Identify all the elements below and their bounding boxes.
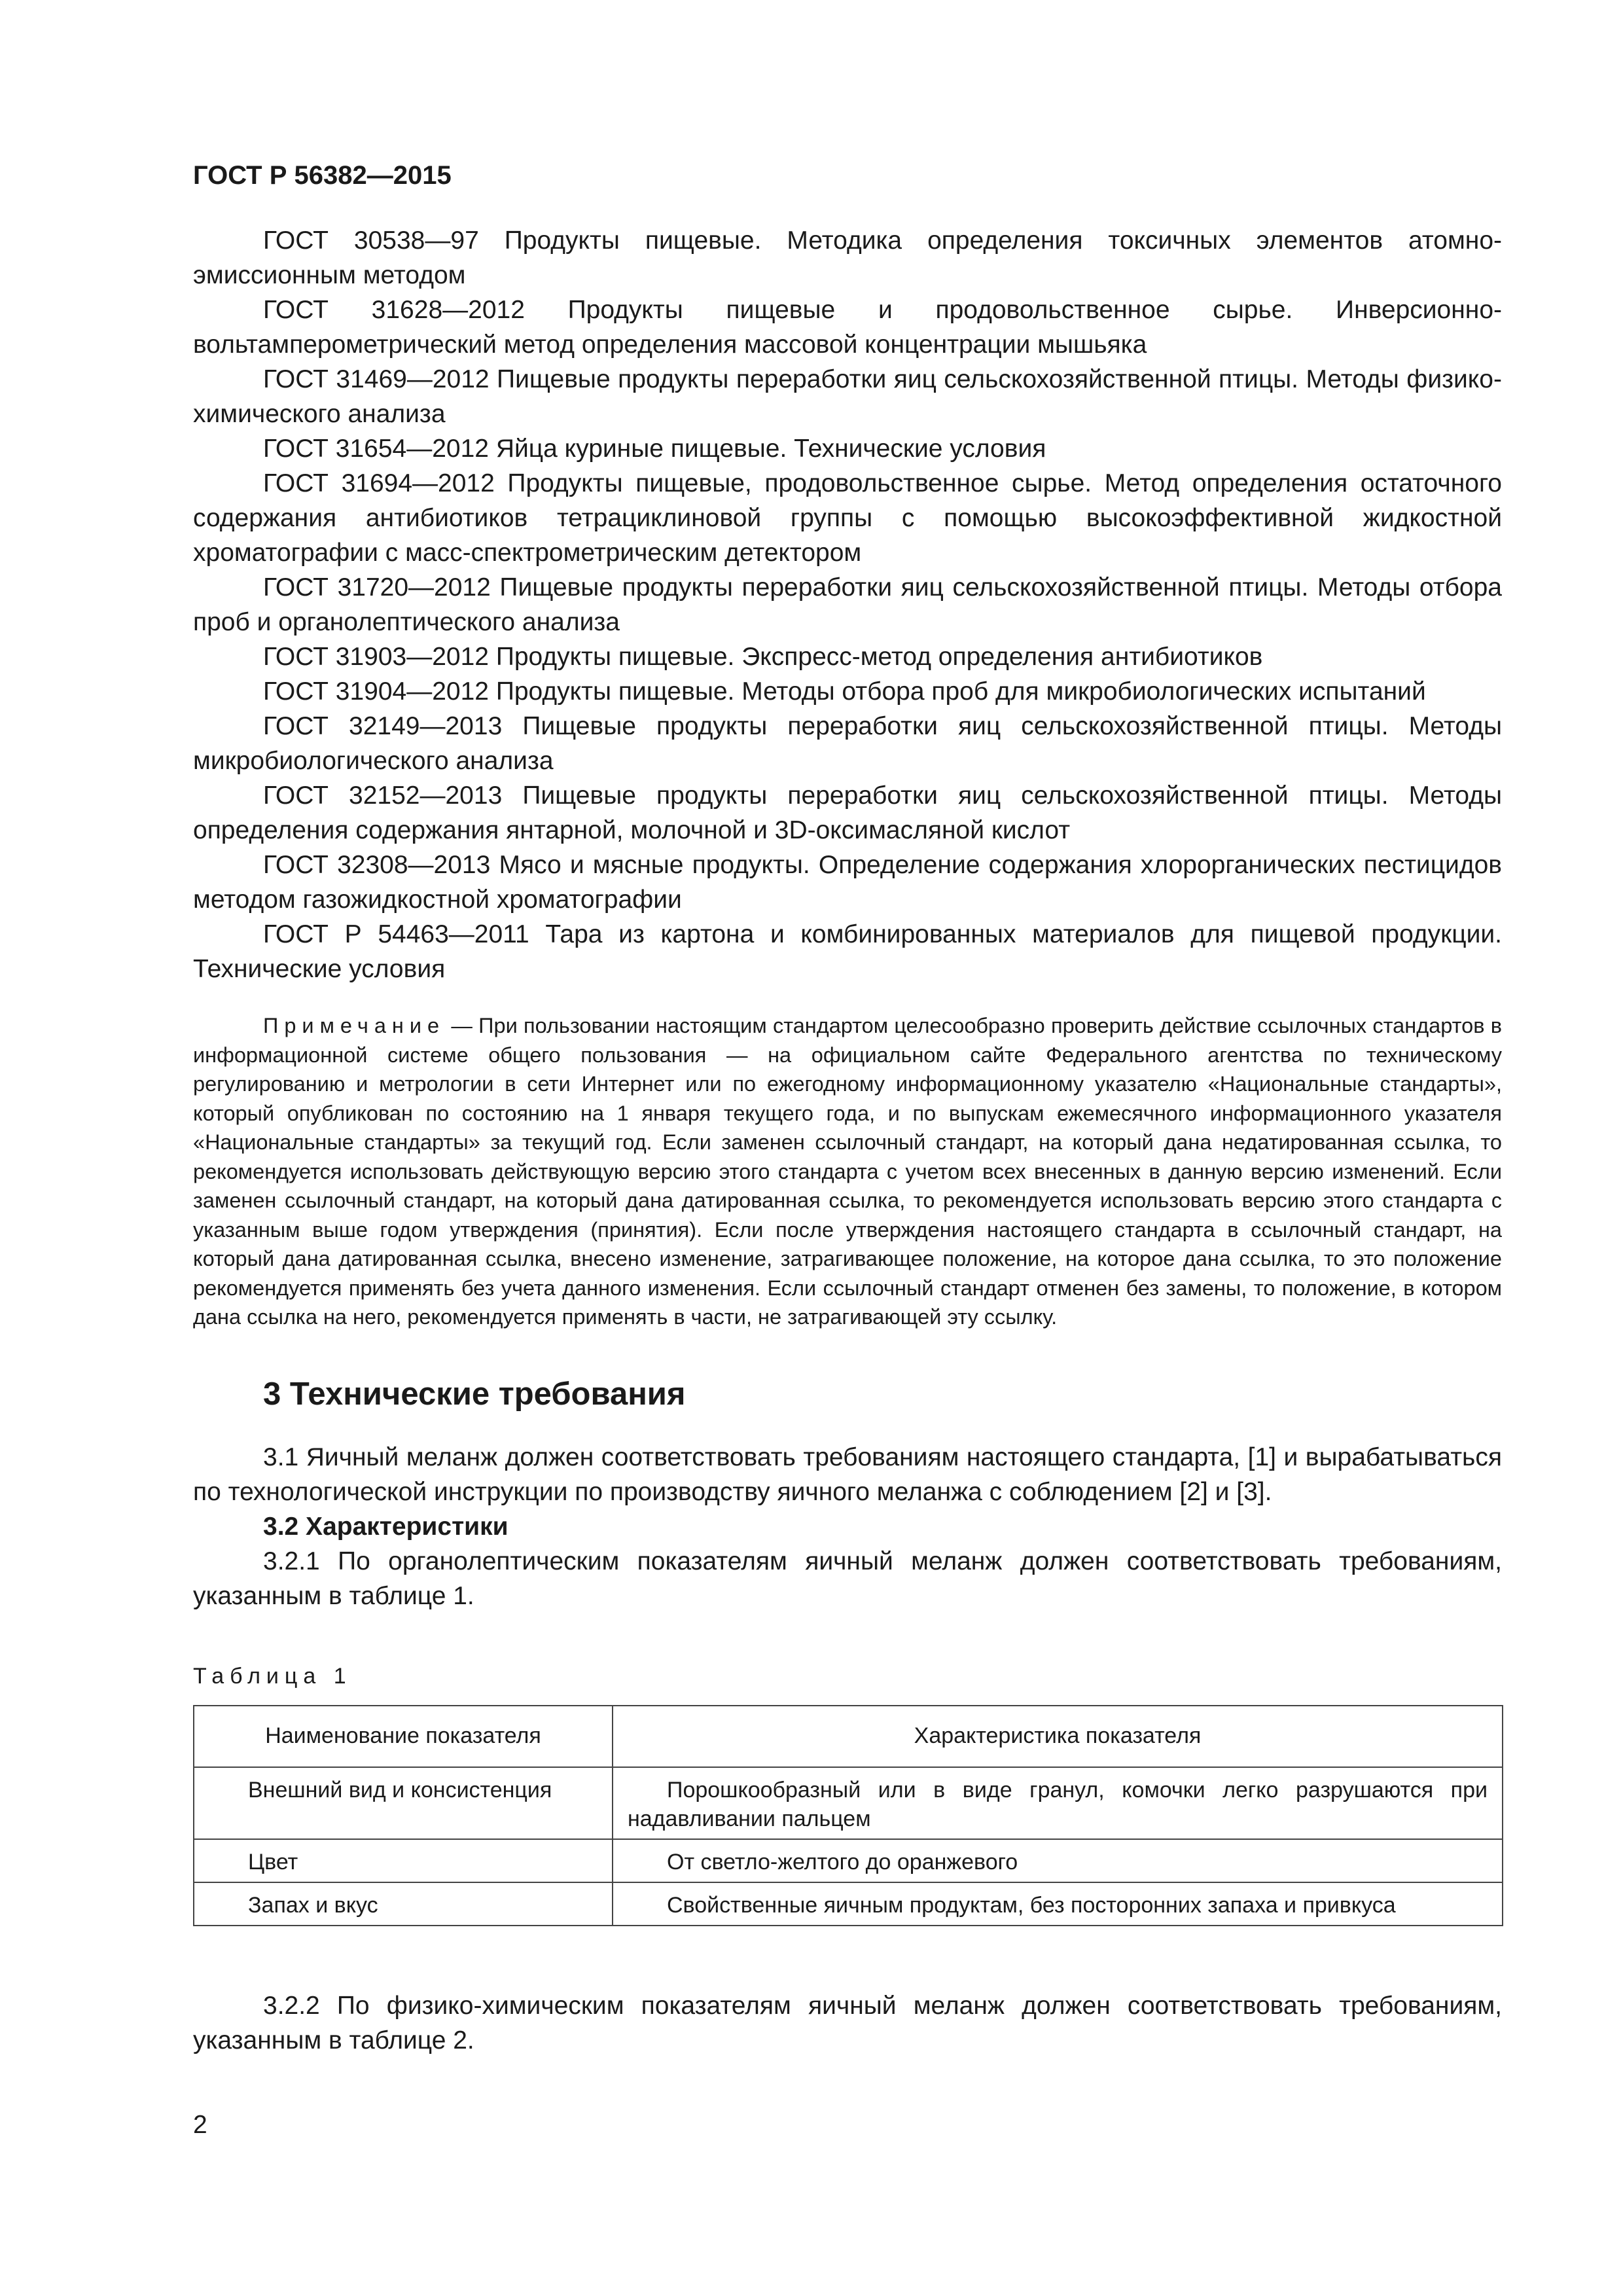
reference-item: ГОСТ 32152—2013 Пищевые продукты переработки яиц сельскохозяйственной птицы. Методы определения содержания янтарной, молочной и 3D-оксимасляной кислот <box>193 781 1502 844</box>
table-cell-indicator: Внешний вид и консистенция <box>194 1767 613 1839</box>
page-number: 2 <box>193 2111 207 2139</box>
table-cell-indicator: Запах и вкус <box>194 1882 613 1926</box>
note-paragraph <box>193 1011 1502 1332</box>
reference-item: ГОСТ 31694—2012 Продукты пищевые, продовольственное сырье. Метод определения остаточного содержания антибиотиков тетрациклиновой группы с помощью высокоэффективной жидкостной хроматографии с масс-спектрометрическим детектором <box>193 469 1502 567</box>
note-text: — При пользовании настоящим стандартом целесообразно проверить действие ссылочных стандартов в информационной системе общего пользования — на официальном сайте Федерального агентства по техническому регулированию и метрологии в сети Интернет или по ежегодному информационному указателю «Национальные стандарты», который опубликован по состоянию на 1 января текущего года, и по выпускам ежемесячного информационного указателя «Национальные стандарты» за текущий год. Если заменен ссылочный стандарт, на который дана недатированная ссылка, то рекомендуется использовать действующую версию этого стандарта с учетом всех внесенных в данную версию изменений. Если заменен ссылочный стандарт, на который дана датированная ссылка, то рекомендуется использовать версию этого стандарта с указанным выше годом утверждения (принятия). Если после утверждения настоящего стандарта в ссылочный стандарт, на который дана датированная ссылка, внесено изменение, затрагивающее положение, на которое дана ссылка, то это положение рекомендуется применять без учета данного изменения. Если ссылочный стандарт отменен без замены, то положение, в котором дана ссылка на него, рекомендуется применять в части, не затрагивающей эту ссылку. <box>193 1014 1502 1329</box>
table-row <box>194 1882 1503 1926</box>
reference-item: ГОСТ 31904—2012 Продукты пищевые. Методы отбора проб для микробиологических испытаний <box>263 677 1426 706</box>
document-page <box>193 157 1502 2058</box>
table-cell-indicator: Цвет <box>194 1839 613 1882</box>
reference-item: ГОСТ Р 54463—2011 Тара из картона и комбинированных материалов для пищевой продукции. Технические условия <box>193 920 1502 983</box>
table-row <box>194 1767 1503 1839</box>
reference-item: ГОСТ 31903—2012 Продукты пищевые. Экспресс-метод определения антибиотиков <box>263 643 1263 671</box>
reference-item: ГОСТ 32149—2013 Пищевые продукты переработки яиц сельскохозяйственной птицы. Методы микробиологического анализа <box>193 712 1502 775</box>
clause-3-2-1: 3.2.1 По органолептическим показателям яичный меланж должен соответствовать требованиям, указанным в таблице 1. <box>193 1547 1502 1610</box>
reference-item: ГОСТ 31628—2012 Продукты пищевые и продовольственное сырье. Инверсионно-вольтамперометрический метод определения массовой концентрации мышьяка <box>193 296 1502 359</box>
table-header-cell: Характеристика показателя <box>613 1706 1503 1767</box>
table-cell-characteristic: От светло-желтого до оранжевого <box>613 1839 1503 1882</box>
table-cell-characteristic: Свойственные яичным продуктам, без посторонних запаха и привкуса <box>613 1882 1503 1926</box>
clause-3-2-2: 3.2.2 По физико-химическим показателям яичный меланж должен соответствовать требованиям, указанным в таблице 2. <box>193 1991 1502 2054</box>
document-code: ГОСТ Р 56382—2015 <box>193 161 452 190</box>
reference-item: ГОСТ 31720—2012 Пищевые продукты переработки яиц сельскохозяйственной птицы. Методы отбора проб и органолептического анализа <box>193 573 1502 636</box>
note-lead: Примечание <box>263 1014 446 1037</box>
section-title: 3 Технические требования <box>263 1376 686 1412</box>
table-row <box>194 1839 1503 1882</box>
subsection-title: 3.2 Характеристики <box>263 1512 508 1541</box>
reference-item: ГОСТ 32308—2013 Мясо и мясные продукты. Определение содержания хлорорганических пестицидов методом газожидкостной хроматографии <box>193 851 1502 914</box>
normative-references-list <box>193 223 1502 986</box>
clause-3-1: 3.1 Яичный меланж должен соответствовать требованиям настоящего стандарта, [1] и вырабатываться по технологической инструкции по производству яичного меланжа с соблюдением [2] и [3]. <box>193 1443 1502 1506</box>
reference-item: ГОСТ 31469—2012 Пищевые продукты переработки яиц сельскохозяйственной птицы. Методы физико-химического анализа <box>193 365 1502 428</box>
table-header-row <box>194 1706 1503 1767</box>
table-label: Таблица 1 <box>193 1663 352 1689</box>
table-1 <box>193 1705 1503 1926</box>
table-header-cell: Наименование показателя <box>194 1706 613 1767</box>
reference-item: ГОСТ 31654—2012 Яйца куриные пищевые. Технические условия <box>263 435 1046 463</box>
reference-item: ГОСТ 30538—97 Продукты пищевые. Методика определения токсичных элементов атомно-эмиссионным методом <box>193 226 1502 289</box>
table-cell-characteristic: Порошкообразный или в виде гранул, комочки легко разрушаются при надавливании пальцем <box>613 1767 1503 1839</box>
